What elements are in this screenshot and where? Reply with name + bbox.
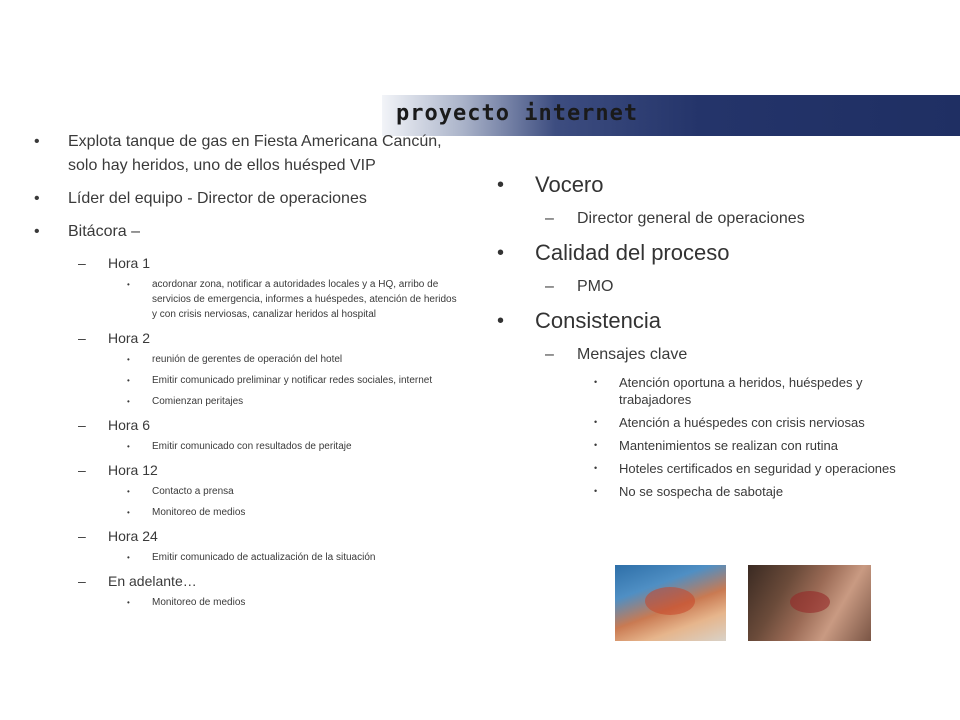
log-task — [34, 439, 464, 454]
bullet-icon: • — [594, 486, 598, 496]
bullet-icon: • — [594, 417, 598, 427]
list-item — [34, 187, 464, 211]
hour-label: Hora 12 — [108, 462, 158, 478]
dash-icon: – — [78, 417, 86, 433]
banner-logo-text: proyecto internet — [396, 101, 639, 126]
task-text: acordonar zona, notificar a autoridades locales y a HQ, arribo de servicios de emergencia, informes a huéspedes, atención de heridos y con crisis nerviosas, canalizar heridos al hospital — [152, 279, 457, 320]
dash-icon: – — [545, 346, 554, 363]
dash-icon: – — [78, 330, 86, 346]
bullet-icon: • — [127, 355, 130, 364]
task-text: Emitir comunicado de actualización de la situación — [152, 552, 376, 563]
log-task — [34, 373, 464, 388]
log-task — [34, 505, 464, 520]
list-item — [34, 130, 464, 178]
log-task — [34, 550, 464, 565]
bullet-icon: • — [497, 174, 505, 196]
dash-icon: – — [78, 528, 86, 544]
bullet-icon: • — [127, 442, 130, 451]
log-task — [34, 484, 464, 499]
topic-title: Calidad del proceso — [535, 240, 730, 265]
topic-detail — [497, 274, 917, 300]
topic-title: Vocero — [535, 172, 604, 197]
bullet-icon: • — [127, 376, 130, 385]
message-text: Hoteles certificados en seguridad y operaciones — [619, 461, 896, 476]
task-text: Monitoreo de medios — [152, 597, 246, 608]
message-text: Atención a huéspedes con crisis nerviosas — [619, 415, 865, 430]
dash-icon: – — [78, 573, 86, 589]
topic-detail — [497, 342, 917, 368]
task-text: Monitoreo de medios — [152, 507, 246, 518]
key-message — [497, 483, 917, 500]
message-text: Mantenimientos se realizan con rutina — [619, 438, 838, 453]
dash-icon: – — [78, 255, 86, 271]
hour-label: En adelante… — [108, 573, 197, 589]
log-hour — [34, 460, 464, 480]
item-text: Líder del equipo - Director de operaciones — [68, 190, 367, 207]
wound-mark — [790, 591, 830, 613]
bullet-icon: • — [594, 377, 598, 387]
task-text: Comienzan peritajes — [152, 396, 244, 407]
topic-heading — [497, 306, 917, 336]
header-banner — [382, 95, 960, 136]
burn-mark — [645, 587, 695, 615]
log-hour — [34, 253, 464, 273]
dash-icon: – — [545, 210, 554, 227]
bullet-icon: • — [127, 553, 130, 562]
task-text: Emitir comunicado con resultados de peritaje — [152, 441, 352, 452]
message-text: No se sospecha de sabotaje — [619, 484, 784, 499]
bullet-icon: • — [34, 133, 40, 150]
bullet-icon: • — [127, 598, 130, 607]
bullet-icon: • — [34, 190, 40, 207]
item-text: Bitácora – — [68, 223, 141, 240]
topic-sub: PMO — [577, 278, 614, 295]
key-message — [497, 437, 917, 454]
left-column — [34, 130, 464, 616]
bullet-icon: • — [594, 440, 598, 450]
bullet-icon: • — [127, 487, 130, 496]
log-task — [34, 277, 464, 322]
left-bullet-list — [34, 130, 464, 610]
bullet-icon: • — [34, 223, 40, 240]
topic-sub: Mensajes clave — [577, 346, 688, 363]
injured-face-photo — [748, 565, 871, 641]
bullet-icon: • — [127, 280, 130, 289]
bullet-icon: • — [127, 508, 130, 517]
log-task — [34, 595, 464, 610]
log-hour — [34, 415, 464, 435]
hour-label: Hora 1 — [108, 255, 151, 271]
log-hour — [34, 328, 464, 348]
key-message — [497, 414, 917, 431]
item-text: Explota tanque de gas en Fiesta Americana Cancún, solo hay heridos, uno de ellos huésped VIP — [68, 133, 442, 174]
log-hour — [34, 571, 464, 591]
burned-arm-photo — [615, 565, 726, 641]
right-bullet-list — [497, 170, 917, 500]
key-message — [497, 374, 917, 408]
topic-sub: Director general de operaciones — [577, 210, 805, 227]
key-message — [497, 460, 917, 477]
right-column — [497, 170, 917, 506]
task-text: Contacto a prensa — [152, 486, 234, 497]
hour-label: Hora 24 — [108, 528, 158, 544]
bullet-icon: • — [497, 242, 505, 264]
topic-heading — [497, 238, 917, 268]
log-hour — [34, 526, 464, 546]
task-text: Emitir comunicado preliminar y notificar redes sociales, internet — [152, 375, 433, 386]
dash-icon: – — [78, 462, 86, 478]
topic-detail — [497, 206, 917, 232]
hour-label: Hora 6 — [108, 417, 151, 433]
task-text: reunión de gerentes de operación del hotel — [152, 354, 343, 365]
log-task — [34, 352, 464, 367]
bullet-icon: • — [497, 310, 505, 332]
bullet-icon: • — [594, 463, 598, 473]
dash-icon: – — [545, 278, 554, 295]
topic-heading — [497, 170, 917, 200]
log-task — [34, 394, 464, 409]
bullet-icon: • — [127, 397, 130, 406]
list-item — [34, 220, 464, 244]
message-text: Atención oportuna a heridos, huéspedes y trabajadores — [619, 375, 863, 407]
hour-label: Hora 2 — [108, 330, 151, 346]
topic-title: Consistencia — [535, 308, 661, 333]
